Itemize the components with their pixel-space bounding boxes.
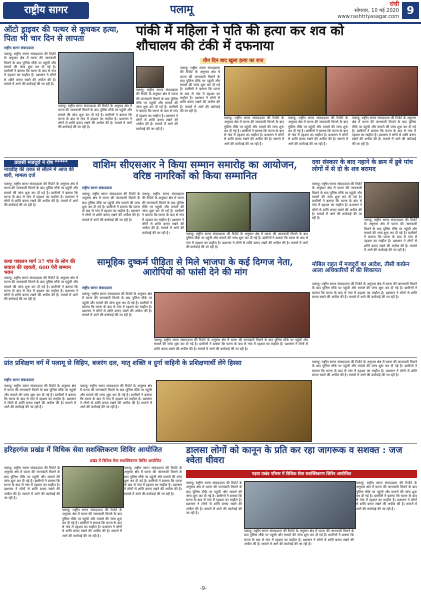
story-1-body: पलामू। राष्ट्रीय सागर संवाददाता की रिपोर्ट के अनुसार क्षेत्र में घटना की जानकारी मिलने के बाद पुलिस मौके पर पहुंची और मामले की जांच शुरू कर दी गई है। ग्रामीणों ने बताया कि घटना के बाद से गांव में दहशत का माहौल है। प्रशासन ने लोगों से शांति बनाए रखने की अपील की है। मामले में आगे की कार्रवाई की जा रही है।: [4, 52, 56, 87]
dateline: [338, 2, 400, 20]
story-10-subhead: पड़वा प्रखंड परिसर में विधिक सेवा सशक्तिकरण शिविर आयोजित: [186, 470, 417, 478]
date: सोमवार, 10 मई 2020: [354, 8, 399, 14]
story-3-photo-1: [186, 192, 250, 232]
story-10-photo: [244, 481, 356, 529]
story-8-body-2: पलामू। राष्ट्रीय सागर संवाददाता की रिपोर्ट के अनुसार क्षेत्र में घटना की जानकारी मिलने के बाद पुलिस मौके पर पहुंची और मामले की जांच शुरू कर दी गई है। ग्रामीणों ने बताया कि घटना के बाद से गांव में दहशत का माहौल है। प्रशासन ने लोगों से शांति बनाए रखने की अपील की है। मामले में आगे की कार्रवाई की जा रही है।: [80, 384, 152, 410]
lead-photo-2: [326, 66, 418, 116]
story-9-body-2: पलामू। राष्ट्रीय सागर संवाददाता की रिपोर्ट के अनुसार क्षेत्र में घटना की जानकारी मिलने के बाद पुलिस मौके पर पहुंची और मामले की जांच शुरू कर दी गई है। ग्रामीणों ने बताया कि घटना के बाद से गांव में दहशत का माहौल है। प्रशासन ने लोगों से शांति बनाए रखने की अपील की है। मामले में आगे की कार्रवाई की जा रही है।: [62, 508, 122, 538]
story-6-body-2: पलामू। राष्ट्रीय सागर संवाददाता की रिपोर्ट के अनुसार क्षेत्र में घटना की जानकारी मिलने के बाद पुलिस मौके पर पहुंची और मामले की जांच शुरू कर दी गई है। ग्रामीणों ने बताया कि घटना के बाद से गांव में दहशत का माहौल है। प्रशासन ने लोगों से शांति बनाए रखने की अपील की है। मामले में आगे की कार्रवाई की जा रही है।: [154, 338, 308, 351]
page-number: 9: [402, 2, 419, 19]
lead-subhead: तीन दिन बाद खुला हत्या का राज: [200, 58, 266, 64]
story-5-headline: कथा पबालन मार्ग 37 गांव के लोग की सवाल की रहकरी, 600 पेरी सम्मान भवन: [4, 259, 76, 277]
lead-body-3: पलामू। राष्ट्रीय सागर संवाददाता की रिपोर्ट के अनुसार क्षेत्र में घटना की जानकारी मिलने के बाद पुलिस मौके पर पहुंची और मामले की जांच शुरू कर दी गई है। ग्रामीणों ने बताया कि घटना के बाद से गांव में दहशत का माहौल है। प्रशासन ने लोगों से शांति बनाए रखने की अपील की है। मामले में आगे की कार्रवाई की जा रही है।: [224, 116, 284, 146]
story-4-body-2: पलामू। राष्ट्रीय सागर संवाददाता की रिपोर्ट के अनुसार क्षेत्र में घटना की जानकारी मिलने के बाद पुलिस मौके पर पहुंची और मामले की जांच शुरू कर दी गई है। ग्रामीणों ने बताया कि घटना के बाद से गांव में दहशत का माहौल है। प्रशासन ने लोगों से शांति बनाए रखने की अपील की है। मामले में आगे की कार्रवाई की जा रही है।: [364, 218, 417, 253]
city: रांची: [389, 1, 399, 8]
divider: [4, 157, 417, 158]
lead-body-2: पलामू। राष्ट्रीय सागर संवाददाता की रिपोर्ट के अनुसार क्षेत्र में घटना की जानकारी मिलने के बाद पुलिस मौके पर पहुंची और मामले की जांच शुरू कर दी गई है। ग्रामीणों ने बताया कि घटना के बाद से गांव में दहशत का माहौल है। प्रशासन ने लोगों से शांति बनाए रखने की अपील की है। मामले में आगे की कार्रवाई की जा रही है।: [180, 66, 220, 113]
story-9-body-1: पलामू। राष्ट्रीय सागर संवाददाता की रिपोर्ट के अनुसार क्षेत्र में घटना की जानकारी मिलने के बाद पुलिस मौके पर पहुंची और मामले की जांच शुरू कर दी गई है। ग्रामीणों ने बताया कि घटना के बाद से गांव में दहशत का माहौल है। प्रशासन ने लोगों से शांति बनाए रखने की अपील की है। मामले में आगे की कार्रवाई की जा रही है।: [4, 466, 60, 501]
story-2-kicker: प्रवासी मजदूरों ने रोष *****: [4, 160, 78, 167]
lead-body-1: पलामू। राष्ट्रीय सागर संवाददाता की रिपोर्ट के अनुसार क्षेत्र में घटना की जानकारी मिलने के बाद पुलिस मौके पर पहुंची और मामले की जांच शुरू कर दी गई है। ग्रामीणों ने बताया कि घटना के बाद से गांव में दहशत का माहौल है। प्रशासन ने लोगों से शांति बनाए रखने की अपील की है। मामले में आगे की कार्रवाई की जा रही है।: [136, 88, 178, 131]
story-3-headline: वाशिम सीएसआर ने किया सम्मान समारोह का आयोजन, वरिष्ठ नागरिकों को किया सम्मानित: [92, 160, 298, 183]
lead-body-5: पलामू। राष्ट्रीय सागर संवाददाता की रिपोर्ट के अनुसार क्षेत्र में घटना की जानकारी मिलने के बाद पुलिस मौके पर पहुंची और मामले की जांच शुरू कर दी गई है। ग्रामीणों ने बताया कि घटना के बाद से गांव में दहशत का माहौल है। प्रशासन ने लोगों से शांति बनाए रखने की अपील की है। मामले में आगे की कार्रवाई की जा रही है।: [352, 116, 416, 146]
story-9-subhead: प्रखंड में विधिक सेवा सशक्तिकरण शिविर आयोजित: [90, 458, 162, 463]
story-1-headline: ऑटो ड्राइवर की पत्थर से कूचकर हत्या, पिता भी चार दिन से लापता: [4, 24, 119, 43]
story-1-byline: राष्ट्रीय सागर संवाददाता: [4, 46, 34, 50]
story-8-side-body: पलामू। राष्ट्रीय सागर संवाददाता की रिपोर्ट के अनुसार क्षेत्र में घटना की जानकारी मिलने के बाद पुलिस मौके पर पहुंची और मामले की जांच शुरू कर दी गई है। ग्रामीणों ने बताया कि घटना के बाद से गांव में दहशत का माहौल है। प्रशासन ने लोगों से शांति बनाए रखने की अपील की है। मामले में आगे की कार्रवाई की जा रही है।: [312, 360, 417, 377]
lead-photo-1: [224, 66, 326, 116]
story-4-body-1: पलामू। राष्ट्रीय सागर संवाददाता की रिपोर्ट के अनुसार क्षेत्र में घटना की जानकारी मिलने के बाद पुलिस मौके पर पहुंची और मामले की जांच शुरू कर दी गई है। ग्रामीणों ने बताया कि घटना के बाद से गांव में दहशत का माहौल है। प्रशासन ने लोगों से शांति बनाए रखने की अपील की है। मामले में आगे की कार्रवाई की जा रही है।: [312, 182, 362, 221]
story-8-headline: प्रांत प्रशिक्षण वर्ग में पलामू से विहिप, बजरंग दल, मातृ शक्ति व दुर्गा वाहिनी के प्रशिक्षणार्थी लेंगे हिस्सा: [4, 359, 242, 367]
story-6-headline: सामूहिक दुष्कर्म पीड़िता से मिले भाजपा के कई दिग्गज नेता, आरोपियों को फांसी देने की मांग: [96, 258, 294, 279]
story-8-body-1: पलामू। राष्ट्रीय सागर संवाददाता की रिपोर्ट के अनुसार क्षेत्र में घटना की जानकारी मिलने के बाद पुलिस मौके पर पहुंची और मामले की जांच शुरू कर दी गई है। ग्रामीणों ने बताया कि घटना के बाद से गांव में दहशत का माहौल है। प्रशासन ने लोगों से शांति बनाए रखने की अपील की है। मामले में आगे की कार्रवाई की जा रही है।: [4, 384, 76, 410]
story-4-photo: [364, 182, 419, 218]
story-5-body: पलामू। राष्ट्रीय सागर संवाददाता की रिपोर्ट के अनुसार क्षेत्र में घटना की जानकारी मिलने के बाद पुलिस मौके पर पहुंची और मामले की जांच शुरू कर दी गई है। ग्रामीणों ने बताया कि घटना के बाद से गांव में दहशत का माहौल है। प्रशासन ने लोगों से शांति बनाए रखने की अपील की है। मामले में आगे की कार्रवाई की जा रही है।: [4, 276, 78, 302]
story-7-body: पलामू। राष्ट्रीय सागर संवाददाता की रिपोर्ट के अनुसार क्षेत्र में घटना की जानकारी मिलने के बाद पुलिस मौके पर पहुंची और मामले की जांच शुरू कर दी गई है। ग्रामीणों ने बताया कि घटना के बाद से गांव में दहशत का माहौल है। प्रशासन ने लोगों से शांति बनाए रखने की अपील की है। मामले में आगे की कार्रवाई की जा रही है।: [312, 282, 417, 299]
story-10-body-1: पलामू। राष्ट्रीय सागर संवाददाता की रिपोर्ट के अनुसार क्षेत्र में घटना की जानकारी मिलने के बाद पुलिस मौके पर पहुंची और मामले की जांच शुरू कर दी गई है। ग्रामीणों ने बताया कि घटना के बाद से गांव में दहशत का माहौल है। प्रशासन ने लोगों से शांति बनाए रखने की अपील की है। मामले में आगे की कार्रवाई की जा रही है।: [186, 481, 242, 516]
paper-name: राष्ट्रीय सागर: [3, 2, 89, 19]
story-3-photo-2: [250, 192, 310, 232]
story-2-headline: नावडीह की तरफ़ से लौटने में आज की बारी, मामला दर्ज: [4, 167, 74, 179]
story-10-body-3: पलामू। राष्ट्रीय सागर संवाददाता की रिपोर्ट के अनुसार क्षेत्र में घटना की जानकारी मिलने के बाद पुलिस मौके पर पहुंची और मामले की जांच शुरू कर दी गई है। ग्रामीणों ने बताया कि घटना के बाद से गांव में दहशत का माहौल है। प्रशासन ने लोगों से शांति बनाए रखने की अपील की है। मामले में आगे की कार्रवाई की जा रही है।: [356, 481, 417, 511]
story-8-photo: [156, 380, 312, 442]
story-3-body-1: पलामू। राष्ट्रीय सागर संवाददाता की रिपोर्ट के अनुसार क्षेत्र में घटना की जानकारी मिलने के बाद पुलिस मौके पर पहुंची और मामले की जांच शुरू कर दी गई है। ग्रामीणों ने बताया कि घटना के बाद से गांव में दहशत का माहौल है। प्रशासन ने लोगों से शांति बनाए रखने की अपील की है। मामले में आगे की कार्रवाई की जा रही है।: [82, 192, 140, 222]
lead-inset-photo: [136, 66, 164, 88]
lead-headline: पांकी में महिला ने पति की हत्या कर शव को शौचालय की टंकी में दफनाया: [136, 24, 344, 54]
story-6-byline: राष्ट्रीय सागर संवाददाता: [82, 286, 112, 290]
story-10-body-2: पलामू। राष्ट्रीय सागर संवाददाता की रिपोर्ट के अनुसार क्षेत्र में घटना की जानकारी मिलने के बाद पुलिस मौके पर पहुंची और मामले की जांच शुरू कर दी गई है। ग्रामीणों ने बताया कि घटना के बाद से गांव में दहशत का माहौल है। प्रशासन ने लोगों से शांति बनाए रखने की अपील की है। मामले में आगे की कार्रवाई की जा रही है।: [244, 529, 354, 546]
divider: [4, 357, 417, 358]
story-1-photo: [58, 52, 134, 104]
story-2-body: पलामू। राष्ट्रीय सागर संवाददाता की रिपोर्ट के अनुसार क्षेत्र में घटना की जानकारी मिलने के बाद पुलिस मौके पर पहुंची और मामले की जांच शुरू कर दी गई है। ग्रामीणों ने बताया कि घटना के बाद से गांव में दहशत का माहौल है। प्रशासन ने लोगों से शांति बनाए रखने की अपील की है। मामले में आगे की कार्रवाई की जा रही है।: [4, 182, 78, 208]
story-3-byline: राष्ट्रीय सागर संवाददाता: [82, 186, 112, 190]
story-3-body-2: पलामू। राष्ट्रीय सागर संवाददाता की रिपोर्ट के अनुसार क्षेत्र में घटना की जानकारी मिलने के बाद पुलिस मौके पर पहुंची और मामले की जांच शुरू कर दी गई है। ग्रामीणों ने बताया कि घटना के बाद से गांव में दहशत का माहौल है। प्रशासन ने लोगों से शांति बनाए रखने की अपील की है। मामले में आगे की कार्रवाई की जा रही है।: [142, 192, 184, 235]
lead-body-4: पलामू। राष्ट्रीय सागर संवाददाता की रिपोर्ट के अनुसार क्षेत्र में घटना की जानकारी मिलने के बाद पुलिस मौके पर पहुंची और मामले की जांच शुरू कर दी गई है। ग्रामीणों ने बताया कि घटना के बाद से गांव में दहशत का माहौल है। प्रशासन ने लोगों से शांति बनाए रखने की अपील की है। मामले में आगे की कार्रवाई की जा रही है।: [288, 116, 348, 146]
story-8-byline: राष्ट्रीय सागर संवाददाता: [4, 378, 34, 382]
website: www.rashtriyasagar.com: [337, 14, 399, 20]
story-4-headline: दवा संस्कार के बाद नहाने के क्रम में डूबे पांच लोगों में से दो के शव बरामद: [312, 159, 413, 173]
divider: [4, 443, 417, 444]
story-10-headline: डालसा लोगों को कानून के प्रति कर रहा जागरूक व सशक्त : जज श्वेता धीवरा: [186, 446, 403, 467]
story-3-body-3: पलामू। राष्ट्रीय सागर संवाददाता की रिपोर्ट के अनुसार क्षेत्र में घटना की जानकारी मिलने के बाद पुलिस मौके पर पहुंची और मामले की जांच शुरू कर दी गई है। ग्रामीणों ने बताया कि घटना के बाद से गांव में दहशत का माहौल है। प्रशासन ने लोगों से शांति बनाए रखने की अपील की है। मामले में आगे की कार्रवाई की जा रही है।: [186, 232, 308, 249]
story-7-headline: मोबिल राहत में मजदूरों का आदेश, तीसी काफ़ेन आला अधिकारियों से की शिकायत: [312, 262, 410, 275]
section-title: पलामू: [170, 3, 194, 16]
page-footer: -9-: [200, 586, 207, 592]
story-9-body-3: पलामू। राष्ट्रीय सागर संवाददाता की रिपोर्ट के अनुसार क्षेत्र में घटना की जानकारी मिलने के बाद पुलिस मौके पर पहुंची और मामले की जांच शुरू कर दी गई है। ग्रामीणों ने बताया कि घटना के बाद से गांव में दहशत का माहौल है। प्रशासन ने लोगों से शांति बनाए रखने की अपील की है। मामले में आगे की कार्रवाई की जा रही है।: [124, 466, 182, 496]
story-9-headline: हरिहरगंज प्रखंड में विधिक सेवा सशक्तिकरण शिविर आयोजित: [4, 445, 162, 454]
story-9-photo: [62, 466, 124, 508]
story-1-body-2: पलामू। राष्ट्रीय सागर संवाददाता की रिपोर्ट के अनुसार क्षेत्र में घटना की जानकारी मिलने के बाद पुलिस मौके पर पहुंची और मामले की जांच शुरू कर दी गई है। ग्रामीणों ने बताया कि घटना के बाद से गांव में दहशत का माहौल है। प्रशासन ने लोगों से शांति बनाए रखने की अपील की है। मामले में आगे की कार्रवाई की जा रही है।: [58, 104, 132, 130]
story-6-body-1: पलामू। राष्ट्रीय सागर संवाददाता की रिपोर्ट के अनुसार क्षेत्र में घटना की जानकारी मिलने के बाद पुलिस मौके पर पहुंची और मामले की जांच शुरू कर दी गई है। ग्रामीणों ने बताया कि घटना के बाद से गांव में दहशत का माहौल है। प्रशासन ने लोगों से शांति बनाए रखने की अपील की है। मामले में आगे की कार्रवाई की जा रही है।: [82, 292, 152, 318]
story-6-photo: [154, 292, 310, 338]
